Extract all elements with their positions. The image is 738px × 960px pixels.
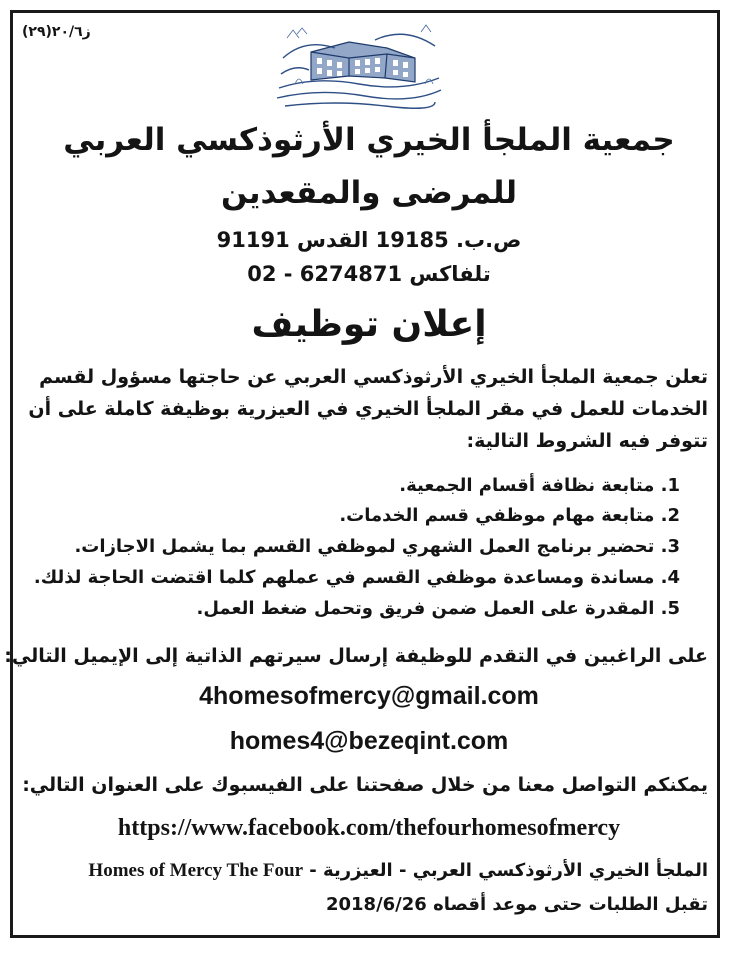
intro-line: الخدمات للعمل في مقر الملجأ الخيري في العيزرية بوظيفة كاملة على أن (28, 398, 708, 420)
building-logo-icon (275, 18, 443, 114)
condition-item: 4. مساندة ومساعدة موظفي القسم في عملهم كلما اقتضت الحاجة لذلك. (33, 567, 680, 588)
email-link-gmail[interactable]: 4homesofmercy@gmail.com (199, 682, 539, 710)
organization-subtitle: للمرضى والمقعدين (220, 175, 518, 211)
condition-item: 5. المقدرة على العمل ضمن فريق وتحمل ضغط العمل. (196, 598, 680, 619)
apply-instructions: على الراغبين في التقدم للوظيفة إرسال سيرتهم الذاتية إلى الإيميل التالي: (4, 645, 708, 667)
telfax-number: تلفاكس 6274871 - 02 (247, 262, 491, 286)
facebook-contact-text: يمكنكم التواصل معنا من خلال صفحتنا على الفيسبوك على العنوان التالي: (22, 774, 708, 796)
po-box-address: ص.ب. 19185 القدس 91191 (216, 228, 522, 252)
organization-title: جمعية الملجأ الخيري الأرثوذكسي العربي (63, 122, 675, 158)
condition-item: 3. تحضير برنامج العمل الشهري لموظفي القسم بما يشمل الاجازات. (74, 536, 680, 557)
intro-line: تعلن جمعية الملجأ الخيري الأرثوذكسي العربي عن حاجتها مسؤول لقسم (39, 366, 708, 388)
intro-line: تتوفر فيه الشروط التالية: (466, 430, 708, 452)
application-deadline: تقبل الطلبات حتى موعد أقصاه 2018/6/26 (325, 894, 708, 915)
facebook-link[interactable]: https://www.facebook.com/thefourhomesofmercy (117, 815, 621, 841)
condition-item: 1. متابعة نظافة أقسام الجمعية. (399, 475, 680, 496)
condition-item: 2. متابعة مهام موظفي قسم الخدمات. (339, 505, 680, 526)
email-link-bezeqint[interactable]: homes4@bezeqint.com (229, 727, 509, 755)
footer-english-name: Homes of Mercy The Four (88, 860, 304, 881)
reference-code: ز٢٠/٦(٢٩) (22, 24, 91, 40)
announcement-title: إعلان توظيف (251, 304, 487, 345)
footer-arabic-name: الملجأ الخيري الأرثوذكسي العربي - العيزرية - (309, 860, 708, 881)
footer-organization-line (88, 860, 708, 882)
